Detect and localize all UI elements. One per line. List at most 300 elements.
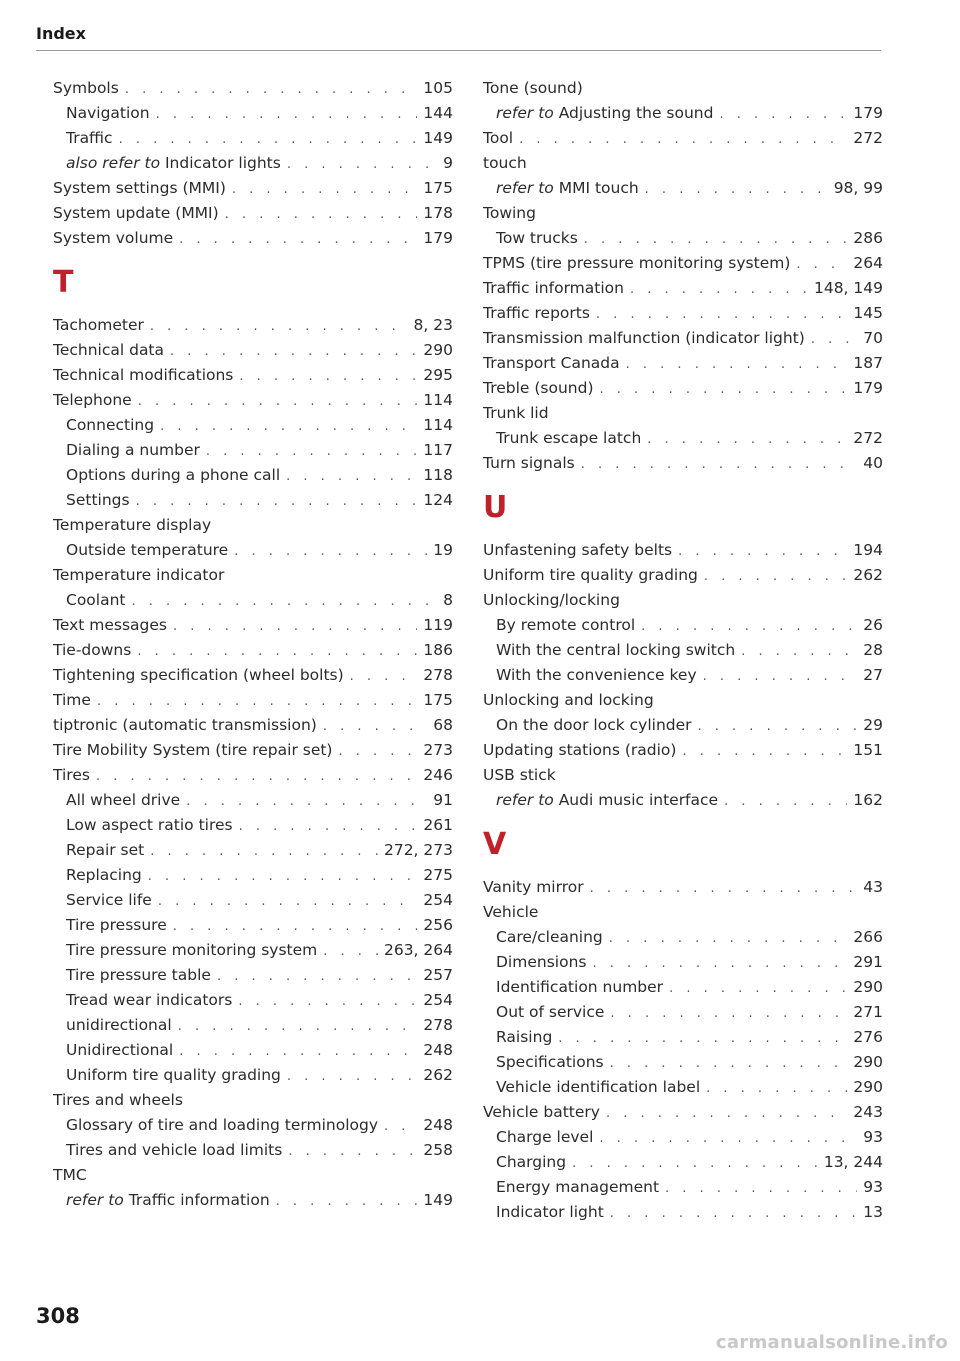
page-reference: 179 (853, 379, 883, 397)
entry-term-text: Uniform tire quality grading (483, 566, 698, 584)
leader-dots (96, 764, 417, 788)
leader-dots (678, 539, 847, 563)
leader-dots (584, 227, 848, 251)
page-reference: 273 (423, 741, 453, 759)
leader-dots (682, 739, 847, 763)
entry-term-text: Tachometer (53, 316, 144, 334)
entry-term-text: Unlocking/locking (483, 591, 620, 609)
page-reference: 179 (853, 104, 883, 122)
index-heading (483, 151, 883, 176)
page-reference: 119 (423, 616, 453, 634)
index-entry (53, 663, 453, 688)
index-entry (483, 1025, 883, 1050)
entry-term (483, 276, 624, 301)
page-reference: 149 (423, 129, 453, 147)
entry-term (66, 463, 280, 488)
entry-term-text: Symbols (53, 79, 119, 97)
cross-reference: refer to (496, 104, 554, 122)
entry-term-text: Vehicle (483, 903, 539, 921)
entry-term (53, 363, 233, 388)
page-reference: 194 (853, 541, 883, 559)
leader-dots (232, 177, 418, 201)
entry-term-text: Repair set (66, 841, 145, 859)
page-reference: 98, 99 (833, 179, 883, 197)
entry-term (483, 1100, 600, 1125)
entry-term-text: With the central locking switch (496, 641, 736, 659)
entry-term (483, 563, 698, 588)
entry-term-text: Tone (sound) (483, 79, 583, 97)
leader-dots (647, 427, 847, 451)
page-reference: 117 (423, 441, 453, 459)
index-entry (483, 176, 883, 201)
entry-term-text: Settings (66, 491, 130, 509)
leader-dots (581, 452, 858, 476)
entry-term (496, 426, 641, 451)
entry-term-text: Energy management (496, 1178, 660, 1196)
index-entry (53, 913, 453, 938)
leader-dots (276, 1189, 418, 1213)
entry-term-text: Identification number (496, 978, 664, 996)
index-heading (483, 76, 883, 101)
entry-term-text: Tightening specification (wheel bolts) (53, 666, 344, 684)
entry-term (496, 226, 578, 251)
index-heading (483, 763, 883, 788)
entry-term (483, 351, 620, 376)
entry-term (496, 788, 718, 813)
index-column-left (53, 76, 453, 1213)
index-entry (53, 1013, 453, 1038)
index-entry (483, 950, 883, 975)
page-reference: 114 (423, 416, 453, 434)
entry-term (483, 76, 583, 101)
page-reference: 258 (423, 1141, 453, 1159)
entry-term (53, 638, 131, 663)
entry-term (66, 938, 317, 963)
entry-term (496, 1150, 566, 1175)
entry-term-text: Navigation (66, 104, 150, 122)
leader-dots (179, 1039, 417, 1063)
entry-term-text: Treble (sound) (483, 379, 594, 397)
page-reference: 9 (443, 154, 453, 172)
index-entry (483, 126, 883, 151)
entry-term-text: Indicator light (496, 1203, 604, 1221)
entry-term-text: Transport Canada (483, 354, 620, 372)
entry-term (496, 613, 635, 638)
page-reference: 93 (863, 1128, 883, 1146)
index-entry (483, 451, 883, 476)
entry-term-text: Vehicle battery (483, 1103, 600, 1121)
index-heading (53, 1163, 453, 1188)
index-entry (53, 1188, 453, 1213)
index-entry (483, 713, 883, 738)
entry-term (483, 900, 538, 925)
page-reference: 257 (423, 966, 453, 984)
index-entry (53, 363, 453, 388)
index-entry (483, 1175, 883, 1200)
page-reference: 19 (433, 541, 453, 559)
index-entry (483, 1075, 883, 1100)
leader-dots (179, 227, 417, 251)
entry-term (53, 1088, 183, 1113)
index-heading (483, 401, 883, 426)
entry-term (66, 813, 233, 838)
leader-dots (239, 364, 417, 388)
entry-term-text: Adjusting the sound (553, 104, 714, 122)
entry-term-text: Tires and vehicle load limits (66, 1141, 283, 1159)
index-entry (53, 963, 453, 988)
leader-dots (698, 714, 858, 738)
index-entry (53, 938, 453, 963)
entry-term-text: Outside temperature (66, 541, 229, 559)
entry-term (483, 763, 556, 788)
page-reference: 256 (423, 916, 453, 934)
index-entry (483, 738, 883, 763)
entry-term-text: Traffic reports (483, 304, 590, 322)
entry-term (66, 538, 228, 563)
entry-term (53, 176, 226, 201)
entry-term-text: TPMS (tire pressure monitoring system) (483, 254, 791, 272)
leader-dots (287, 1064, 418, 1088)
page-reference: 151 (853, 741, 883, 759)
index-entry (53, 226, 453, 251)
page-reference: 264 (853, 254, 883, 272)
entry-term-text: Uniform tire quality grading (66, 1066, 281, 1084)
leader-dots (600, 377, 848, 401)
entry-term-text: Specifications (496, 1053, 604, 1071)
entry-term (496, 101, 713, 126)
entry-term (66, 988, 232, 1013)
entry-term (496, 663, 697, 688)
entry-term-text: Dialing a number (66, 441, 200, 459)
entry-term (66, 838, 144, 863)
page-reference: 26 (863, 616, 883, 634)
page-reference: 40 (863, 454, 883, 472)
index-heading (483, 688, 883, 713)
leader-dots (288, 1139, 417, 1163)
page-reference: 261 (423, 816, 453, 834)
entry-term (66, 438, 200, 463)
entry-term (483, 251, 790, 276)
leader-dots (606, 1101, 847, 1125)
leader-dots (234, 539, 427, 563)
index-entry (53, 863, 453, 888)
index-entry (53, 613, 453, 638)
leader-dots (592, 951, 847, 975)
entry-term-text: Temperature indicator (53, 566, 225, 584)
index-entry (53, 788, 453, 813)
leader-dots (610, 1051, 848, 1075)
page-reference: 105 (423, 79, 453, 97)
page-reference: 148, 149 (813, 279, 883, 297)
leader-dots (150, 839, 378, 863)
page-reference: 291 (853, 953, 883, 971)
index-entry (53, 388, 453, 413)
index-entry (53, 126, 453, 151)
index-entry (483, 226, 883, 251)
index-entry (483, 925, 883, 950)
entry-term (483, 688, 654, 713)
entry-term (66, 1038, 173, 1063)
entry-term (53, 613, 167, 638)
leader-dots (641, 614, 857, 638)
entry-term (496, 1075, 700, 1100)
page-reference: 70 (863, 329, 883, 347)
entry-term (483, 875, 584, 900)
leader-dots (350, 664, 418, 688)
page-reference: 275 (423, 866, 453, 884)
section-letter: T (53, 265, 74, 300)
entry-term (483, 588, 620, 613)
entry-term (66, 1063, 281, 1088)
leader-dots (323, 714, 427, 738)
entry-term (53, 313, 144, 338)
entry-term (483, 451, 575, 476)
entry-term (53, 1163, 87, 1188)
page-reference: 8 (443, 591, 453, 609)
entry-term-text: Tool (483, 129, 514, 147)
entry-term-text: tiptronic (automatic transmission) (53, 716, 317, 734)
page-reference: 178 (423, 204, 453, 222)
leader-dots (150, 314, 408, 338)
leader-dots (741, 639, 857, 663)
entry-term-text: USB stick (483, 766, 556, 784)
entry-term (496, 1175, 659, 1200)
leader-dots (97, 689, 417, 713)
entry-term-text: On the door lock cylinder (496, 716, 692, 734)
section-letter: U (483, 490, 508, 525)
page-reference: 27 (863, 666, 883, 684)
index-entry (483, 351, 883, 376)
leader-dots (338, 739, 417, 763)
leader-dots (132, 589, 438, 613)
entry-term-text: Raising (496, 1028, 553, 1046)
page-reference: 246 (423, 766, 453, 784)
index-entry (483, 975, 883, 1000)
entry-term-text: Tow trucks (496, 229, 578, 247)
entry-term (53, 388, 132, 413)
leader-dots (630, 277, 808, 301)
entry-term-text: Turn signals (483, 454, 575, 472)
leader-dots (286, 464, 417, 488)
entry-term-text: Tire pressure (66, 916, 167, 934)
index-entry (483, 426, 883, 451)
page-reference: 175 (423, 179, 453, 197)
entry-term-text: Unlocking and locking (483, 691, 654, 709)
entry-term-text: Telephone (53, 391, 132, 409)
page-reference: 186 (423, 641, 453, 659)
index-entry (483, 326, 883, 351)
entry-term-text: Tie-downs (53, 641, 132, 659)
leader-dots (599, 1126, 857, 1150)
index-entry (483, 563, 883, 588)
entry-term-text: Traffic (66, 129, 113, 147)
leader-dots (238, 989, 417, 1013)
entry-term-text: Text messages (53, 616, 168, 634)
entry-term-text: System settings (MMI) (53, 179, 226, 197)
leader-dots (703, 664, 858, 688)
entry-term-text: Tire pressure table (66, 966, 211, 984)
page-reference: 124 (423, 491, 453, 509)
entry-term-text: All wheel drive (66, 791, 181, 809)
entry-term (496, 1025, 552, 1050)
entry-term-text: Glossary of tire and loading terminology (66, 1116, 379, 1134)
header-divider (36, 50, 881, 51)
leader-dots (287, 152, 437, 176)
index-heading (53, 563, 453, 588)
index-entry (483, 376, 883, 401)
leader-dots (156, 102, 418, 126)
entry-term-text: Tires (53, 766, 90, 784)
index-entry (483, 1200, 883, 1225)
entry-term-text: Audi music interface (553, 791, 719, 809)
page-reference: 145 (853, 304, 883, 322)
page-number: 308 (36, 1304, 80, 1328)
entry-term-text: System volume (53, 229, 174, 247)
entry-term-text: Temperature display (53, 516, 212, 534)
index-entry (53, 488, 453, 513)
entry-term-text: Time (53, 691, 91, 709)
leader-dots (558, 1026, 847, 1050)
entry-term-text: Trunk escape latch (496, 429, 642, 447)
entry-term-text: Charge level (496, 1128, 594, 1146)
leader-dots (158, 889, 418, 913)
entry-term (496, 638, 735, 663)
index-heading (53, 513, 453, 538)
entry-term (483, 401, 549, 426)
index-entry (53, 1038, 453, 1063)
index-entry (483, 538, 883, 563)
page-reference: 286 (853, 229, 883, 247)
index-entry (483, 251, 883, 276)
entry-term-text: Tires and wheels (53, 1091, 183, 1109)
leader-dots (626, 352, 848, 376)
entry-term-text: unidirectional (66, 1016, 172, 1034)
leader-dots (590, 876, 858, 900)
entry-term (53, 763, 90, 788)
index-entry (53, 813, 453, 838)
index-entry (53, 438, 453, 463)
page-reference: 162 (853, 791, 883, 809)
index-heading (483, 588, 883, 613)
page-reference: 290 (423, 341, 453, 359)
cross-reference: refer to (66, 1191, 124, 1209)
index-entry (483, 301, 883, 326)
entry-term (483, 538, 672, 563)
leader-dots (519, 127, 847, 151)
index-entry (483, 1000, 883, 1025)
leader-dots (239, 814, 418, 838)
entry-term (66, 863, 142, 888)
page-reference: 8, 23 (413, 316, 453, 334)
leader-dots (572, 1151, 818, 1175)
entry-term (66, 1188, 270, 1213)
index-entry (53, 688, 453, 713)
entry-term (53, 338, 164, 363)
entry-term-text: Traffic information (483, 279, 624, 297)
index-entry (53, 1113, 453, 1138)
entry-term-text: Service life (66, 891, 152, 909)
page-reference: 29 (863, 716, 883, 734)
entry-term-text: Connecting (66, 416, 155, 434)
entry-term-text: Care/cleaning (496, 928, 603, 946)
leader-dots (719, 102, 847, 126)
entry-term (483, 151, 527, 176)
index-entry (53, 588, 453, 613)
entry-term (53, 738, 332, 763)
entry-term-text: Out of service (496, 1003, 605, 1021)
index-entry (483, 663, 883, 688)
entry-term (53, 663, 344, 688)
page-reference: 91 (433, 791, 453, 809)
leader-dots (665, 1176, 857, 1200)
section-letter: V (483, 827, 507, 862)
page-reference: 248 (423, 1041, 453, 1059)
index-heading (53, 1088, 453, 1113)
entry-term-text: Coolant (66, 591, 126, 609)
entry-term-text: Technical data (53, 341, 165, 359)
entry-term-text: Technical modifications (53, 366, 234, 384)
leader-dots (669, 976, 847, 1000)
index-heading (483, 201, 883, 226)
entry-term-text: Tire pressure monitoring system (66, 941, 318, 959)
leader-dots (384, 1114, 417, 1138)
entry-term (496, 925, 603, 950)
cross-reference: refer to (496, 179, 554, 197)
leader-dots (811, 327, 857, 351)
entry-term (53, 226, 173, 251)
page-reference: 272 (853, 129, 883, 147)
entry-term-text: Towing (483, 204, 536, 222)
entry-term-text: Charging (496, 1153, 567, 1171)
entry-term-text: Low aspect ratio tires (66, 816, 233, 834)
page-reference: 114 (423, 391, 453, 409)
index-entry (53, 763, 453, 788)
index-entry (53, 101, 453, 126)
leader-dots (206, 439, 418, 463)
index-entry (483, 1050, 883, 1075)
page-reference: 248 (423, 1116, 453, 1134)
leader-dots (138, 389, 418, 413)
page-reference: 272, 273 (383, 841, 453, 859)
page-reference: 278 (423, 666, 453, 684)
entry-term-text: Unfastening safety belts (483, 541, 673, 559)
leader-dots (173, 614, 417, 638)
page-reference: 93 (863, 1178, 883, 1196)
leader-dots (706, 1076, 847, 1100)
leader-dots (186, 789, 427, 813)
index-entry (53, 738, 453, 763)
entry-term (66, 413, 154, 438)
entry-term (53, 201, 219, 226)
page-reference: 272 (853, 429, 883, 447)
entry-term-text: Vanity mirror (483, 878, 584, 896)
index-entry (53, 463, 453, 488)
index-entry (53, 201, 453, 226)
entry-term-text: Dimensions (496, 953, 587, 971)
page-reference: 144 (423, 104, 453, 122)
page-reference: 179 (423, 229, 453, 247)
entry-term (66, 126, 113, 151)
index-entry (53, 313, 453, 338)
page-reference: 262 (423, 1066, 453, 1084)
entry-term-text: Options during a phone call (66, 466, 281, 484)
index-entry (483, 1150, 883, 1175)
entry-term (496, 1125, 593, 1150)
leader-dots (173, 914, 418, 938)
leader-dots (225, 202, 418, 226)
entry-term-text: Transmission malfunction (indicator light) (483, 329, 805, 347)
leader-dots (125, 77, 418, 101)
